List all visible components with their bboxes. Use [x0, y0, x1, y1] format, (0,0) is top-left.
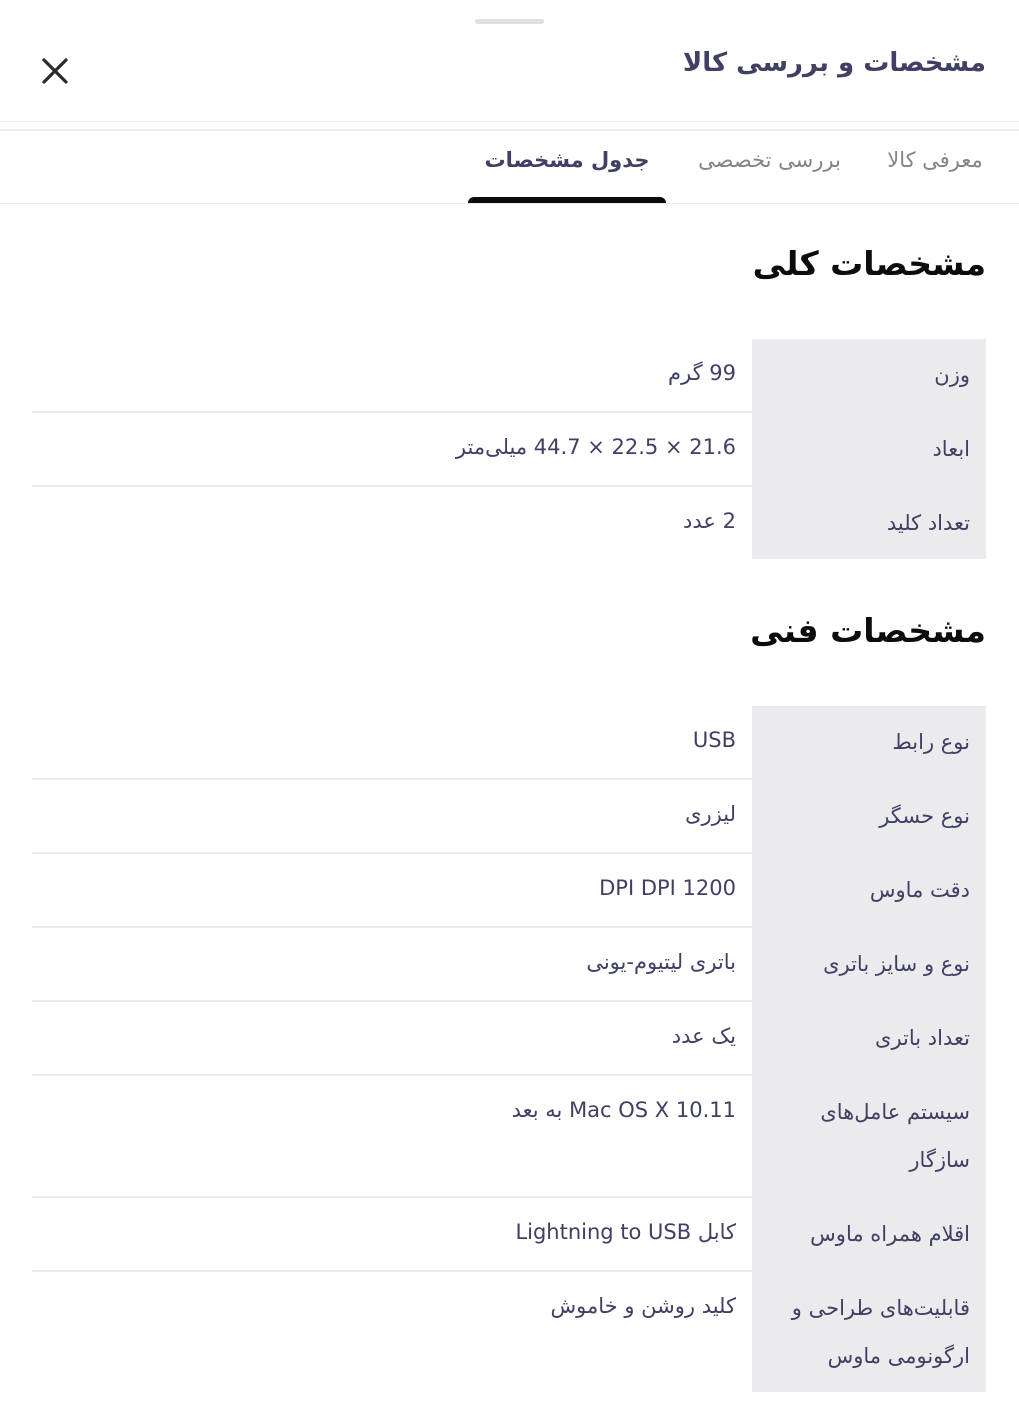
tab-specifications-label: جدول مشخصات	[484, 148, 650, 172]
drag-handle[interactable]	[475, 19, 544, 24]
spec-value: کلید روشن و خاموش	[550, 1294, 736, 1318]
spec-key-cell	[752, 1198, 986, 1270]
technical-section-title: مشخصات فنی	[750, 611, 986, 650]
spec-value: کابل Lightning to USB	[515, 1220, 736, 1244]
spec-value: یک عدد	[671, 1024, 736, 1048]
spec-key: نوع و سایز باتری	[823, 952, 970, 976]
spec-row	[32, 706, 986, 780]
spec-row	[32, 1076, 986, 1198]
spec-row	[32, 1198, 986, 1272]
spec-row	[32, 854, 986, 928]
spec-key: نوع رابط	[892, 730, 970, 754]
spec-key-cell	[752, 339, 986, 411]
spec-value: USB	[692, 728, 736, 752]
spec-key-cell	[752, 780, 986, 852]
spec-key: تعداد کلید	[886, 511, 970, 535]
spec-row	[32, 339, 986, 413]
spec-key-cell	[752, 413, 986, 485]
spec-key-cell	[752, 1076, 986, 1196]
tab-introduction[interactable]	[875, 131, 995, 203]
active-tab-indicator	[468, 197, 666, 203]
spec-value: 99 گرم	[668, 361, 736, 385]
tab-bar	[0, 131, 1019, 204]
spec-key-cell	[752, 1272, 986, 1392]
spec-key-cell	[752, 487, 986, 559]
close-button[interactable]	[38, 54, 72, 88]
spec-row	[32, 1272, 986, 1392]
spec-value: باتری لیتیوم-یونی	[586, 950, 736, 974]
spec-row	[32, 1002, 986, 1076]
spec-key: قابلیت‌های طراحی و ارگونومی ماوس	[791, 1296, 970, 1368]
header-divider	[0, 121, 1019, 122]
sheet-title: مشخصات و بررسی کالا	[682, 48, 986, 78]
spec-value: 21.6 × 22.5 × 44.7 میلی‌متر	[455, 435, 736, 459]
spec-value: Mac OS X 10.11 به بعد	[511, 1098, 736, 1122]
spec-row	[32, 780, 986, 854]
spec-row	[32, 413, 986, 487]
spec-key: وزن	[934, 363, 970, 387]
spec-value: لیزری	[685, 802, 736, 826]
spec-row	[32, 928, 986, 1002]
spec-key: اقلام همراه ماوس	[810, 1222, 970, 1246]
general-section-title: مشخصات کلی	[752, 244, 986, 283]
spec-key: تعداد باتری	[875, 1026, 970, 1050]
tab-introduction-label: معرفی کالا	[887, 148, 983, 172]
spec-key: سیستم عامل‌های سازگار	[820, 1100, 970, 1172]
spec-key-cell	[752, 854, 986, 926]
tab-specifications[interactable]	[468, 131, 666, 203]
spec-value: 1200 DPI DPI	[599, 876, 736, 900]
general-spec-table	[32, 339, 986, 559]
close-icon	[38, 54, 72, 88]
tab-expert-review[interactable]	[692, 131, 847, 203]
tab-expert-review-label: بررسی تخصصی	[698, 148, 841, 172]
spec-row	[32, 487, 986, 559]
spec-key: دقت ماوس	[869, 878, 970, 902]
spec-key-cell	[752, 706, 986, 778]
spec-key: ابعاد	[932, 437, 970, 461]
spec-key-cell	[752, 928, 986, 1000]
technical-spec-table	[32, 706, 986, 1392]
spec-value: 2 عدد	[683, 509, 736, 533]
spec-key: نوع حسگر	[879, 804, 970, 828]
spec-key-cell	[752, 1002, 986, 1074]
